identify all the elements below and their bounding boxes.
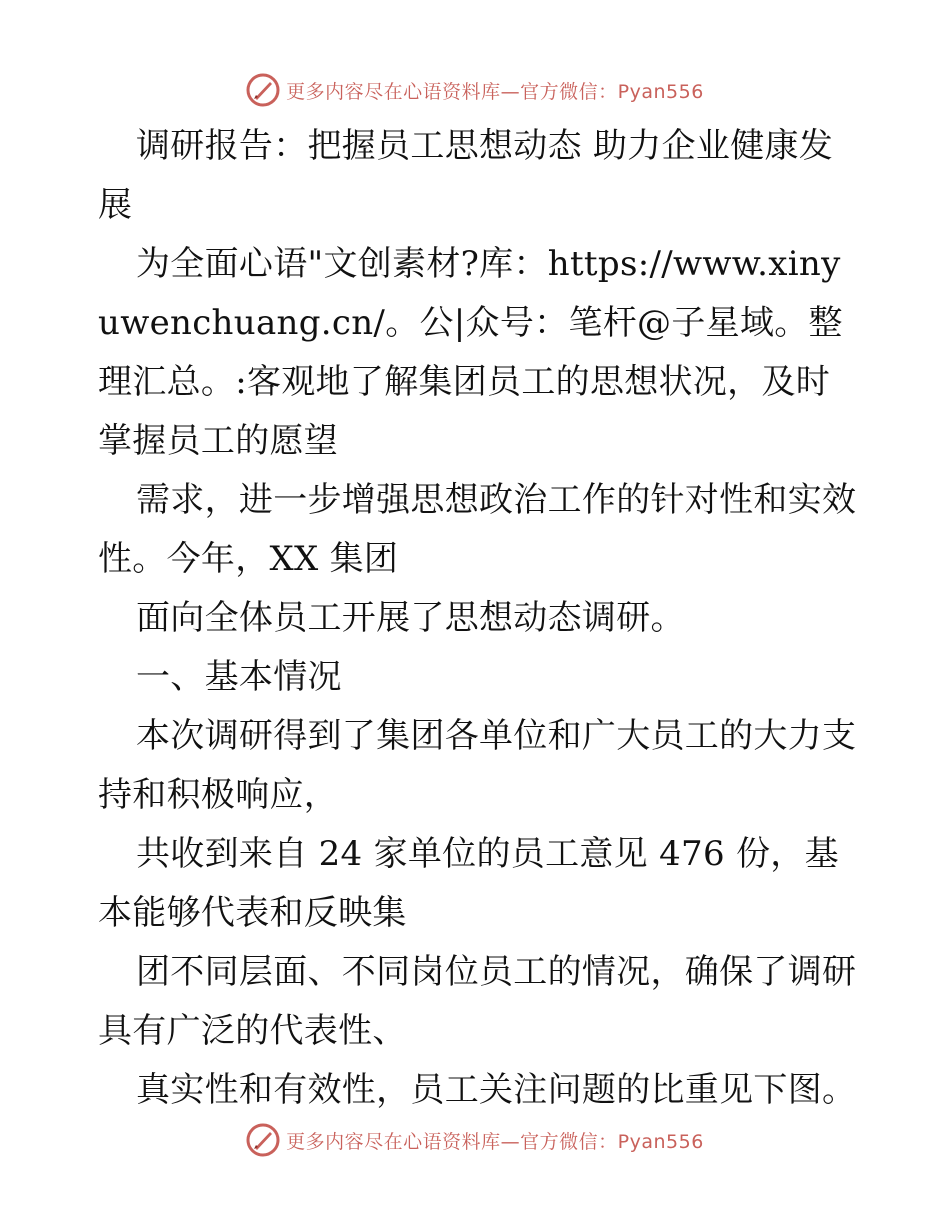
paragraph: 本次调研得到了集团各单位和广大员工的大力支持和积极响应，: [98, 716, 857, 815]
paragraph: 面向全体员工开展了思想动态调研。: [136, 598, 685, 638]
paragraph: 为全面心语"文创素材?库：https://www.xinyuwenchuang.cn/。公|众号：笔杆@子星域。整理汇总。:客观地了解集团员工的思想状况，及时掌握员工的愿望: [98, 244, 843, 461]
footer-banner: [0, 1120, 950, 1160]
banner-text: 更多内容尽在心语资料库—官方微信：Pyan556: [286, 80, 704, 103]
paragraph: 团不同层面、不同岗位员工的情况，确保了调研具有广泛的代表性、: [98, 952, 857, 1051]
header-banner: [0, 70, 950, 110]
quill-logo-icon: [246, 1123, 280, 1157]
quill-logo-icon: [246, 73, 280, 107]
document-body: [98, 117, 858, 1120]
banner-text: 更多内容尽在心语资料库—官方微信：Pyan556: [286, 1130, 704, 1153]
paragraph: 需求，进一步增强思想政治工作的针对性和实效性。今年，XX 集团: [98, 480, 857, 579]
section-heading: 一、基本情况: [136, 657, 342, 697]
paragraph: 调研报告：把握员工思想动态 助力企业健康发展: [98, 126, 834, 225]
paragraph: 真实性和有效性，员工关注问题的比重见下图。: [136, 1070, 857, 1110]
paragraph: 共收到来自 24 家单位的员工意见 476 份，基本能够代表和反映集: [98, 834, 839, 933]
